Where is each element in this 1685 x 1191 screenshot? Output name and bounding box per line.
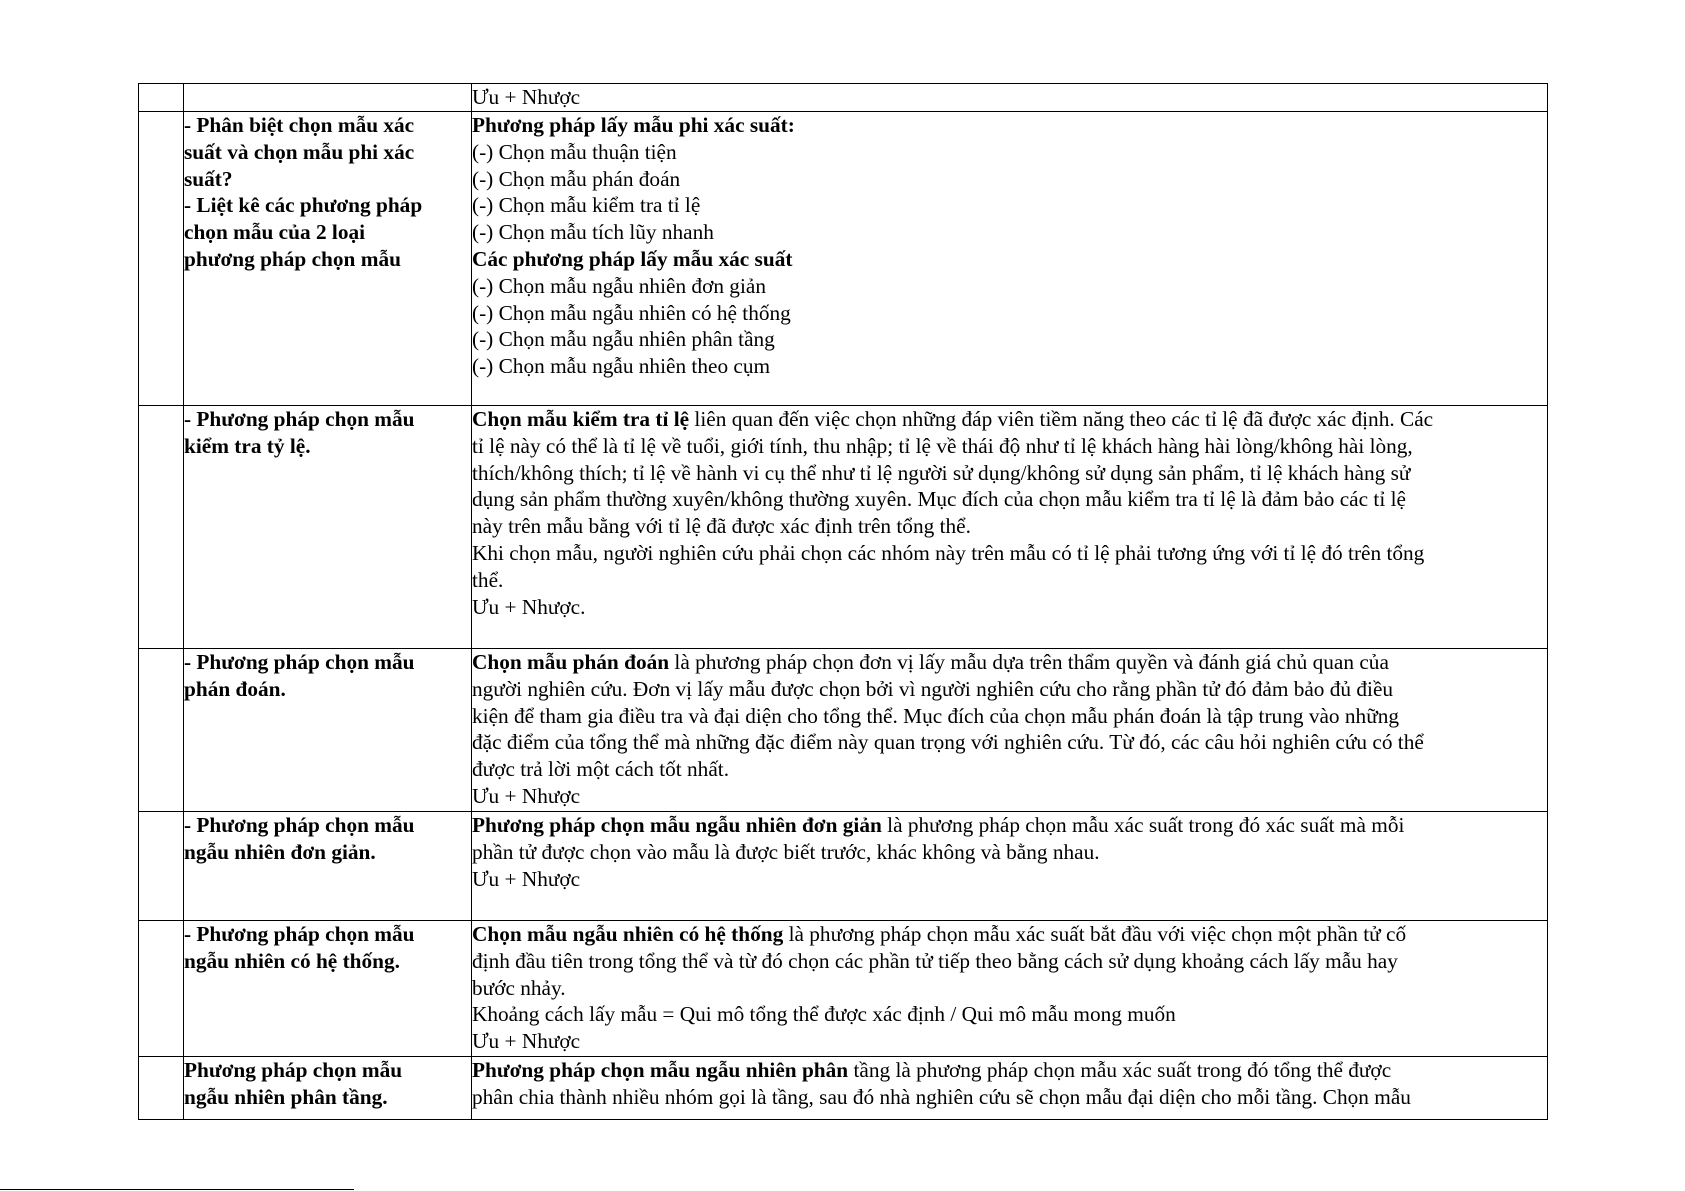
question-line: ngẫu nhiên có hệ thống. <box>184 948 400 973</box>
list-item: (-) Chọn mẫu phán đoán <box>472 166 681 191</box>
question-cell <box>184 812 472 921</box>
question-line: - Phương pháp chọn mẫu <box>184 813 415 837</box>
index-cell <box>139 1057 184 1120</box>
table-row <box>139 406 1548 649</box>
answer-line: Ưu + Nhược <box>472 866 581 891</box>
question-line: - Phương pháp chọn mẫu <box>184 407 415 431</box>
question-line: - Liệt kê các phương pháp <box>184 193 423 218</box>
answer-line: dụng sản phẩm thường xuyên/không thường xuyên. Mục đích của chọn mẫu kiểm tra tỉ lệ là đảm bảo các tỉ lệ <box>472 487 1406 512</box>
answer-line: Khoảng cách lấy mẫu = Qui mô tổng thể được xác định / Qui mô mẫu mong muốn <box>472 1002 1176 1027</box>
question-line: suất? <box>184 166 233 191</box>
question-line: - Phân biệt chọn mẫu xác <box>184 113 415 137</box>
answer-line: Ưu + Nhược <box>472 783 581 808</box>
question-cell <box>184 1057 472 1120</box>
answer-line: Khi chọn mẫu, người nghiên cứu phải chọn các nhóm này trên mẫu có tỉ lệ phải tương ứng với tỉ lệ đó trên tổng <box>472 540 1425 565</box>
question-line: ngẫu nhiên đơn giản. <box>184 839 376 864</box>
answer-cell <box>472 921 1548 1057</box>
answer-cell <box>472 112 1548 406</box>
answer-text: là phương pháp chọn đơn vị lấy mẫu dựa trên thẩm quyền và đánh giá chủ quan của <box>669 650 1389 674</box>
question-cell <box>184 406 472 649</box>
index-cell <box>139 406 184 649</box>
section-heading: Phương pháp lấy mẫu phi xác suất: <box>472 113 795 137</box>
answer-text: liên quan đến việc chọn những đáp viên tiềm năng theo các tỉ lệ đã được xác định. Các <box>689 407 1434 431</box>
list-item: (-) Chọn mẫu kiểm tra tỉ lệ <box>472 193 701 218</box>
question-cell <box>184 921 472 1057</box>
list-item: (-) Chọn mẫu tích lũy nhanh <box>472 220 714 245</box>
question-line: phán đoán. <box>184 676 286 701</box>
term-bold: Chọn mẫu ngẫu nhiên có hệ thống <box>472 922 784 946</box>
answer-line: phần tử được chọn vào mẫu là được biết trước, khác không và bằng nhau. <box>472 839 1100 864</box>
answer-line: Ưu + Nhược. <box>472 594 586 619</box>
question-line: kiểm tra tỷ lệ. <box>184 433 311 458</box>
answer-cell <box>472 1057 1548 1120</box>
question-line: suất và chọn mẫu phi xác <box>184 139 415 164</box>
answer-line: người nghiên cứu. Đơn vị lấy mẫu được chọn bởi vì người nghiên cứu cho rằng phần tử đó đảm bảo đủ điều <box>472 676 1394 701</box>
question-cell <box>184 112 472 406</box>
answer-text: tầng là phương pháp chọn mẫu xác suất trong đó tổng thể được <box>848 1058 1392 1082</box>
answer-text: là phương pháp chọn mẫu xác suất bắt đầu với việc chọn một phần tử cố <box>783 922 1407 946</box>
answer-line: được trả lời một cách tốt nhất. <box>472 757 730 782</box>
question-cell <box>184 84 472 112</box>
term-bold: Phương pháp chọn mẫu ngẫu nhiên đơn giản <box>472 813 882 837</box>
table-row <box>139 921 1548 1057</box>
table-row <box>139 84 1548 112</box>
section-heading: Các phương pháp lấy mẫu xác suất <box>472 246 793 271</box>
answer-cell <box>472 84 1548 112</box>
content-table <box>138 83 1548 1120</box>
term-bold: Phương pháp chọn mẫu ngẫu nhiên phân <box>472 1058 849 1082</box>
index-cell <box>139 84 184 112</box>
question-line: chọn mẫu của 2 loại <box>184 220 366 245</box>
list-item: (-) Chọn mẫu ngẫu nhiên theo cụm <box>472 354 771 379</box>
list-item: (-) Chọn mẫu ngẫu nhiên đơn giản <box>472 273 766 298</box>
question-line: - Phương pháp chọn mẫu <box>184 650 415 674</box>
table-row <box>139 649 1548 812</box>
answer-cell <box>472 649 1548 812</box>
answer-line: tỉ lệ này có thể là tỉ lệ về tuổi, giới tính, thu nhập; tỉ lệ về thái độ như tỉ lệ khách hàng hài lòng/không hài lòng, <box>472 433 1413 458</box>
answer-cell <box>472 406 1548 649</box>
answer-line: kiện để tham gia điều tra và đại diện cho tổng thể. Mục đích của chọn mẫu phán đoán là tập trung vào những <box>472 703 1400 728</box>
answer-line: bước nhảy. <box>472 975 566 1000</box>
index-cell <box>139 649 184 812</box>
question-cell <box>184 649 472 812</box>
footnote-separator <box>0 1189 354 1190</box>
question-line: ngẫu nhiên phân tầng. <box>184 1084 388 1109</box>
answer-line: thể. <box>472 567 504 592</box>
question-line: - Phương pháp chọn mẫu <box>184 922 415 946</box>
index-cell <box>139 112 184 406</box>
term-bold: Chọn mẫu kiểm tra tỉ lệ <box>472 407 690 431</box>
question-line: Phương pháp chọn mẫu <box>184 1058 403 1082</box>
answer-cell <box>472 812 1548 921</box>
list-item: (-) Chọn mẫu ngẫu nhiên có hệ thống <box>472 300 791 325</box>
question-line: phương pháp chọn mẫu <box>184 246 401 271</box>
list-item: (-) Chọn mẫu ngẫu nhiên phân tầng <box>472 327 775 352</box>
answer-line: Ưu + Nhược <box>472 85 581 109</box>
term-bold: Chọn mẫu phán đoán <box>472 650 670 674</box>
answer-line: thích/không thích; tỉ lệ về hành vi cụ thể như tỉ lệ người sử dụng/không sử dụng sản phẩm, tỉ lệ khách hàng sử <box>472 460 1411 485</box>
index-cell <box>139 921 184 1057</box>
table-row <box>139 1057 1548 1120</box>
list-item: (-) Chọn mẫu thuận tiện <box>472 139 677 164</box>
answer-line: đặc điểm của tổng thể mà những đặc điểm này quan trọng với nghiên cứu. Từ đó, các câu hỏi nghiên cứu có thể <box>472 730 1424 755</box>
answer-line: Ưu + Nhược <box>472 1029 581 1054</box>
answer-text: là phương pháp chọn mẫu xác suất trong đó xác suất mà mỗi <box>881 813 1405 837</box>
answer-line: này trên mẫu bằng với tỉ lệ đã được xác định trên tổng thể. <box>472 514 971 539</box>
index-cell <box>139 812 184 921</box>
answer-line: định đầu tiên trong tổng thể và từ đó chọn các phần tử tiếp theo bằng cách sử dụng khoảng cách lấy mẫu hay <box>472 948 1398 973</box>
answer-line: phân chia thành nhiều nhóm gọi là tầng, sau đó nhà nghiên cứu sẽ chọn mẫu đại diện cho mỗi tầng. Chọn mẫu <box>472 1084 1411 1109</box>
table-row <box>139 112 1548 406</box>
table-row <box>139 812 1548 921</box>
